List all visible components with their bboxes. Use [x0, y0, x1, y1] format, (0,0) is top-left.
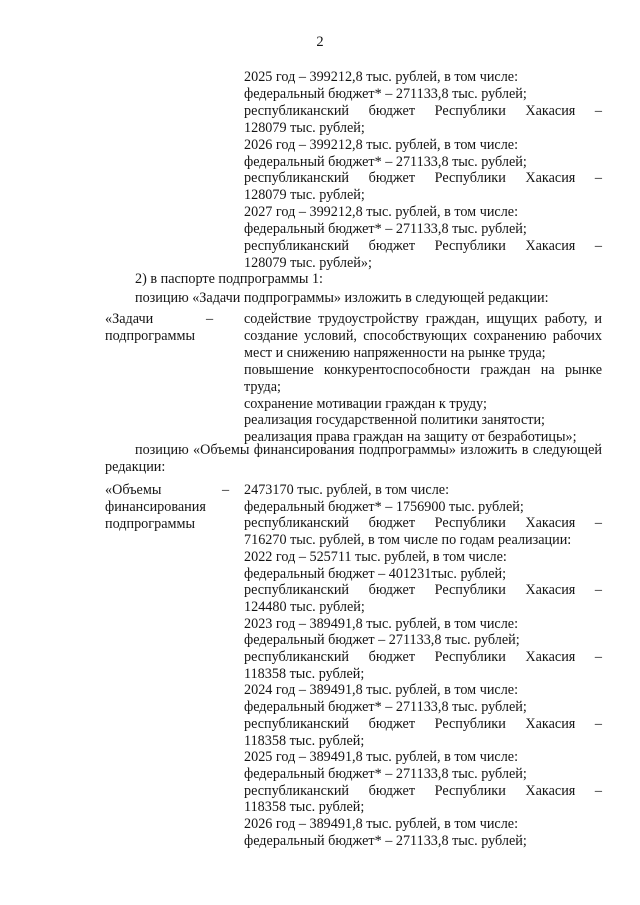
- word: условий,: [303, 327, 357, 344]
- word: бюджет: [368, 715, 416, 732]
- word: рабочих: [552, 327, 602, 344]
- text-line: 2024 год – 389491,8 тыс. рублей, в том числе:: [244, 682, 519, 699]
- text-line: [244, 311, 602, 328]
- text-line: реализация государственной политики занятости;: [244, 412, 545, 429]
- volumes-label-line3: подпрограммы: [105, 516, 195, 532]
- text-line: федеральный бюджет* – 271133,8 тыс. рублей;: [244, 699, 527, 716]
- text-line: реализация права граждан на защиту от безработицы»;: [244, 429, 577, 446]
- word: Республики: [434, 582, 506, 599]
- text-line: федеральный бюджет* – 271133,8 тыс. рублей;: [244, 832, 527, 849]
- word: бюджет: [368, 238, 416, 254]
- text-line: [244, 328, 602, 345]
- text-line: [244, 170, 602, 187]
- text-line: 118358 тыс. рублей;: [244, 799, 365, 816]
- word: республиканский: [244, 515, 350, 532]
- word: Хакасия: [525, 170, 576, 187]
- word: Хакасия: [525, 649, 576, 665]
- word: бюджет: [368, 102, 416, 119]
- text-line: федеральный бюджет* – 271133,8 тыс. рублей;: [244, 153, 527, 170]
- text-line: сохранение мотивации граждан к труду;: [244, 395, 487, 412]
- word: Хакасия: [525, 515, 576, 532]
- word: –: [594, 515, 602, 532]
- word: –: [594, 715, 602, 732]
- volumes-label-line2: финансирования: [105, 499, 206, 515]
- word: конкурентоспособности: [323, 361, 471, 378]
- text-line: федеральный бюджет – 271133,8 тыс. рублей;: [244, 632, 520, 649]
- word: Республики: [434, 649, 506, 665]
- word: Хакасия: [525, 102, 576, 119]
- word: республиканский: [244, 238, 350, 254]
- text-line: 2026 год – 399212,8 тыс. рублей, в том числе:: [244, 136, 519, 153]
- text-line: [244, 716, 602, 733]
- text-line: 2025 год – 389491,8 тыс. рублей, в том числе:: [244, 749, 519, 766]
- page-number: 2: [316, 34, 324, 50]
- word: способствующих: [363, 327, 468, 344]
- word: Республики: [434, 102, 506, 119]
- text-line: [244, 362, 602, 379]
- text-line: [244, 783, 602, 800]
- word: граждан: [480, 361, 531, 378]
- tasks-label-line2: подпрограммы: [105, 328, 195, 344]
- tasks-instruction: позицию «Задачи подпрограммы» изложить в следующей редакции:: [135, 290, 549, 306]
- word: –: [594, 782, 602, 799]
- text-line: федеральный бюджет* – 271133,8 тыс. рублей;: [244, 221, 527, 238]
- text-line: 124480 тыс. рублей;: [244, 598, 365, 615]
- text-line: 2026 год – 389491,8 тыс. рублей, в том числе:: [244, 816, 519, 832]
- text-line: труда;: [244, 378, 281, 395]
- word: содействие: [244, 311, 312, 327]
- word: Хакасия: [525, 715, 576, 732]
- text-line: федеральный бюджет* – 271133,8 тыс. рублей;: [244, 85, 527, 102]
- word: республиканский: [244, 170, 350, 187]
- word: Республики: [434, 715, 506, 732]
- volumes-label-line1: «Объемы: [105, 482, 162, 498]
- text-line: [244, 649, 602, 666]
- text-line: 2027 год – 399212,8 тыс. рублей, в том числе:: [244, 204, 519, 221]
- text-line: 716270 тыс. рублей, в том числе по годам реализации:: [244, 532, 572, 549]
- word: республиканский: [244, 102, 350, 119]
- word: –: [594, 649, 602, 665]
- word: республиканский: [244, 649, 350, 665]
- text-line: [244, 515, 602, 532]
- word: бюджет: [368, 170, 416, 187]
- word: –: [594, 170, 602, 187]
- word: республиканский: [244, 582, 350, 599]
- word: Хакасия: [525, 582, 576, 599]
- tasks-label-line1: «Задачи: [105, 311, 154, 327]
- text-line: 128079 тыс. рублей»;: [244, 254, 372, 271]
- word: трудоустройству: [318, 311, 419, 327]
- volumes-dash: –: [222, 482, 230, 498]
- text-line: 128079 тыс. рублей;: [244, 119, 365, 136]
- word: бюджет: [368, 515, 416, 532]
- text-line: [244, 582, 602, 599]
- word: Республики: [434, 238, 506, 254]
- word: бюджет: [368, 782, 416, 799]
- text-line: [244, 103, 602, 120]
- item-2-heading: 2) в паспорте подпрограммы 1:: [135, 271, 323, 287]
- text-line: 2025 год – 399212,8 тыс. рублей, в том числе:: [244, 69, 519, 85]
- word: Республики: [434, 782, 506, 799]
- text-line: 118358 тыс. рублей;: [244, 732, 365, 749]
- text-line: 2022 год – 525711 тыс. рублей, в том числе:: [244, 548, 507, 565]
- word: республиканский: [244, 715, 350, 732]
- word: Республики: [434, 515, 506, 532]
- word: бюджет: [368, 582, 416, 599]
- word: создание: [244, 327, 298, 344]
- word: ищущих: [486, 311, 538, 327]
- word: –: [594, 582, 602, 599]
- word: сохранению: [473, 327, 547, 344]
- word: Хакасия: [525, 782, 576, 799]
- text-line: федеральный бюджет* – 271133,8 тыс. рублей;: [244, 765, 527, 782]
- text-line: 128079 тыс. рублей;: [244, 187, 365, 204]
- text-line: 2023 год – 389491,8 тыс. рублей, в том числе:: [244, 615, 519, 632]
- text-line: 118358 тыс. рублей;: [244, 665, 365, 682]
- word: Республики: [434, 170, 506, 187]
- volumes-instruction: позицию «Объемы финансирования подпрограммы» изложить в следующей редакции:: [105, 442, 602, 475]
- word: Хакасия: [525, 238, 576, 254]
- word: и: [594, 311, 602, 327]
- word: повышение: [244, 361, 314, 378]
- word: –: [594, 102, 602, 119]
- word: бюджет: [368, 649, 416, 665]
- text-line: мест и снижению напряженности на рынке труда;: [244, 344, 546, 361]
- text-line: федеральный бюджет* – 1756900 тыс. рублей;: [244, 498, 524, 515]
- word: работу,: [544, 311, 588, 327]
- tasks-dash: –: [206, 311, 214, 327]
- text-line: 2473170 тыс. рублей, в том числе:: [244, 482, 450, 498]
- text-line: федеральный бюджет – 401231тыс. рублей;: [244, 565, 507, 582]
- word: –: [594, 238, 602, 254]
- word: на: [540, 361, 555, 378]
- word: рынке: [564, 361, 602, 378]
- word: республиканский: [244, 782, 350, 799]
- text-line: [244, 238, 602, 255]
- word: граждан,: [425, 311, 480, 327]
